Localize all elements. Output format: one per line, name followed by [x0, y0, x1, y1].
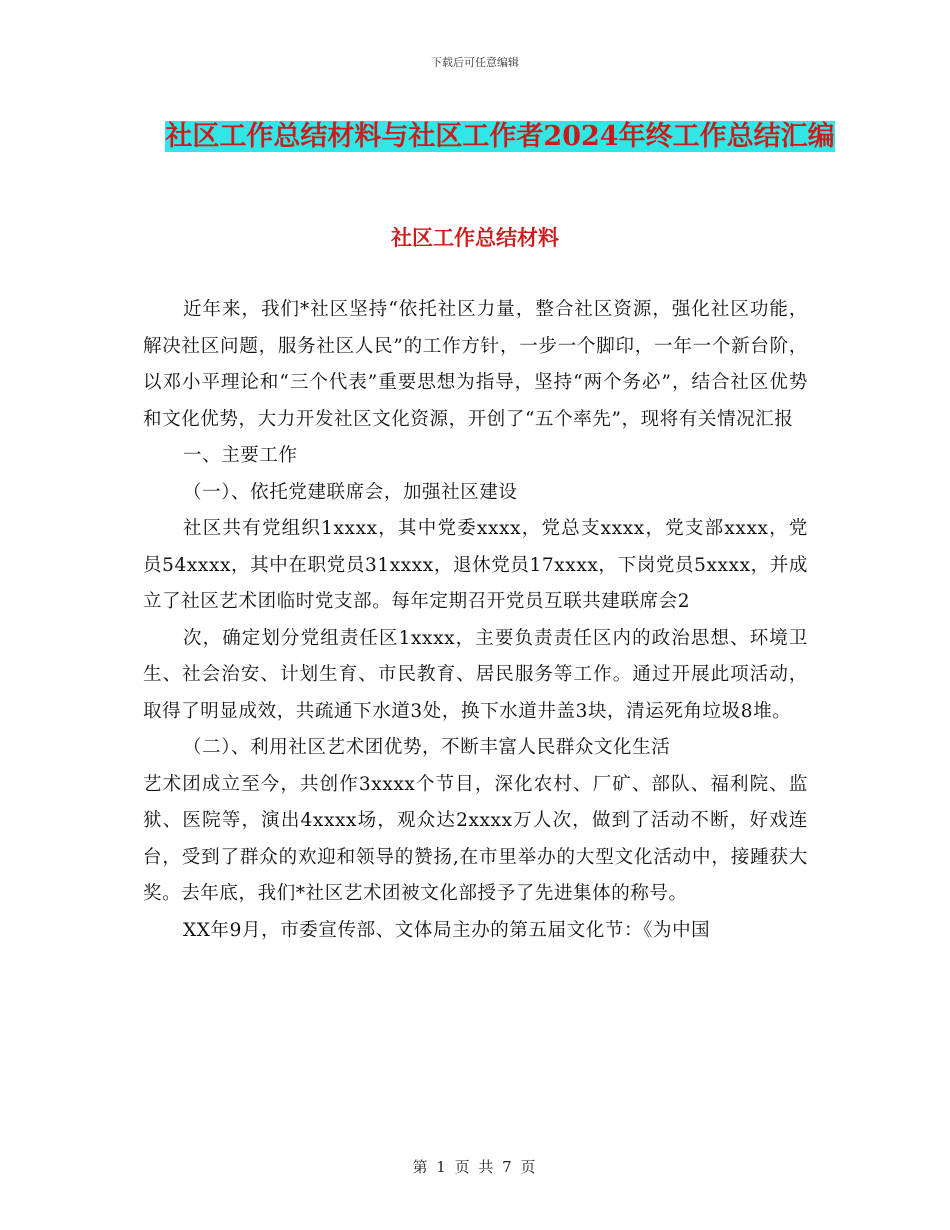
subheading-art-troupe: （二）、利用社区艺术团优势，不断丰富人民群众文化生活 — [183, 737, 671, 758]
page-footer: 第 1 页 共 7 页 — [412, 1158, 538, 1176]
header-note: 下载后可任意编辑 — [431, 56, 519, 69]
paragraph-party-organizations: 社区共有党组织1xxxx，其中党委xxxx，党总支xxxx，党支部xxxx，党员54xxxx，其中在职党员31xxxx，退休党员17xxxx，下岗党员5xxxx，并成立了社区艺术团临时党支部。每年定期召开党员互联共建联席会2 — [143, 518, 808, 612]
paragraph-culture-festival: XX年9月，市委宣传部、文体局主办的第五届文化节：《为中国 — [183, 919, 711, 941]
paragraph-responsibility-zones: 次，确定划分党组责任区1xxxx，主要负责责任区内的政治思想、环境卫生、社会治安、计划生育、市民教育、居民服务等工作。通过开展此项活动，取得了明显成效，共疏通下水道3处，换下水道井盖3块，清运死角垃圾8堆。 — [143, 627, 808, 722]
paragraph-intro: 近年来，我们*社区坚持“依托社区力量，整合社区资源，强化社区功能，解决社区问题，服务社区人民”的工作方针，一步一个脚印，一年一个新台阶，以邓小平理论和“三个代表”重要思想为指导，坚持“两个务必”，结合社区优势和文化优势，大力开发社区文化资源，开创了“五个率先”，现将有关情况汇报 — [143, 299, 808, 430]
document-title — [120, 112, 880, 162]
section-title: 社区工作总结材料 — [391, 225, 559, 250]
subheading-party-building: （一）、依托党建联席会，加强社区建设 — [183, 481, 518, 503]
document-title-text: 社区工作总结材料与社区工作者2024年终工作总结汇编 — [165, 121, 835, 152]
paragraph-art-troupe: 艺术团成立至今，共创作3xxxx个节目，深化农村、厂矿、部队、福利院、监狱、医院等，演出4xxxx场，观众达2xxxx万人次，做到了活动不断，好戏连台，受到了群众的欢迎和领导的赞扬,在市里举办的大型文化活动中，接踵获大奖。去年底，我们*社区艺术团被文化部授予了先进集体的称号。 — [143, 773, 808, 904]
document-body — [143, 292, 808, 949]
heading-main-work: 一、主要工作 — [183, 445, 298, 466]
